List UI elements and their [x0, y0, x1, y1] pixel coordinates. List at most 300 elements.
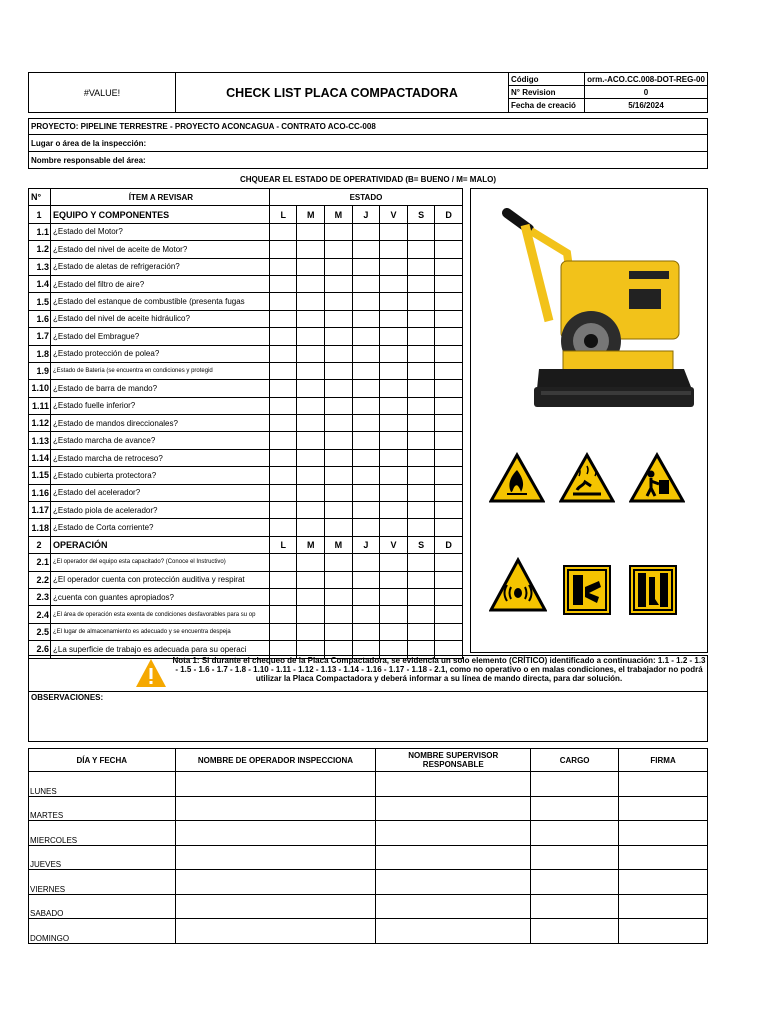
status-cell[interactable]: [380, 467, 408, 484]
status-cell[interactable]: [297, 449, 325, 466]
item-question: ¿Estado fuelle inferior?: [50, 397, 269, 414]
status-cell[interactable]: [269, 362, 297, 379]
checklist-row: [29, 310, 463, 327]
status-cell[interactable]: [435, 467, 463, 484]
status-cell[interactable]: [380, 449, 408, 466]
status-cell[interactable]: [407, 223, 435, 240]
checklist-row: [29, 554, 463, 571]
status-cell[interactable]: [269, 223, 297, 240]
section-row: [29, 206, 463, 223]
firma-cell[interactable]: [619, 772, 708, 797]
note-box: [28, 655, 708, 692]
status-cell[interactable]: [407, 467, 435, 484]
status-cell[interactable]: [352, 432, 380, 449]
supervisor-name-cell[interactable]: [376, 894, 531, 919]
status-cell[interactable]: [297, 275, 325, 292]
operator-name-cell[interactable]: [175, 894, 376, 919]
checklist-row: [29, 449, 463, 466]
status-cell[interactable]: [325, 606, 353, 623]
weekly-day-label: DOMINGO: [29, 919, 176, 944]
status-cell[interactable]: [325, 275, 353, 292]
status-cell[interactable]: [407, 258, 435, 275]
col-estado-header: ESTADO: [269, 189, 462, 206]
item-question: ¿Estado del nivel de aceite hidráulico?: [50, 310, 269, 327]
status-cell[interactable]: [352, 293, 380, 310]
status-cell[interactable]: [435, 554, 463, 571]
item-question: ¿Estado de aletas de refrigeración?: [50, 258, 269, 275]
section-number: 2: [29, 536, 51, 553]
status-cell[interactable]: [352, 415, 380, 432]
status-cell[interactable]: [297, 345, 325, 362]
item-question: ¿Estado de mandos direccionales?: [50, 415, 269, 432]
cargo-cell[interactable]: [531, 919, 619, 944]
status-cell[interactable]: [269, 606, 297, 623]
status-cell[interactable]: [380, 275, 408, 292]
observations-box[interactable]: [28, 691, 708, 742]
item-question: ¿El operador del equipo esta capacitado? (Conoce el Instructivo): [50, 554, 269, 571]
supervisor-name-cell[interactable]: [376, 796, 531, 821]
day-header: J: [352, 536, 380, 553]
operator-name-cell[interactable]: [175, 870, 376, 895]
status-cell[interactable]: [325, 415, 353, 432]
status-cell[interactable]: [380, 380, 408, 397]
status-cell[interactable]: [297, 415, 325, 432]
status-cell[interactable]: [380, 606, 408, 623]
status-cell[interactable]: [325, 258, 353, 275]
weekly-day-label: JUEVES: [29, 845, 176, 870]
status-cell[interactable]: [380, 484, 408, 501]
status-cell[interactable]: [352, 484, 380, 501]
status-cell[interactable]: [269, 415, 297, 432]
weekly-header-day: DÍA Y FECHA: [29, 749, 176, 772]
status-cell[interactable]: [407, 588, 435, 605]
status-cell[interactable]: [352, 223, 380, 240]
weekly-body: [29, 772, 708, 944]
warning-triangle-icon: [135, 658, 167, 688]
status-cell[interactable]: [435, 345, 463, 362]
weekly-day-label: MARTES: [29, 796, 176, 821]
meta-revision-value: 0: [584, 85, 708, 99]
status-cell[interactable]: [325, 241, 353, 258]
firma-cell[interactable]: [619, 845, 708, 870]
status-cell[interactable]: [380, 223, 408, 240]
status-cell[interactable]: [407, 362, 435, 379]
status-cell[interactable]: [380, 519, 408, 536]
status-cell[interactable]: [435, 328, 463, 345]
status-cell[interactable]: [325, 588, 353, 605]
status-cell[interactable]: [325, 467, 353, 484]
supervisor-name-cell[interactable]: [376, 772, 531, 797]
checklist-row: [29, 397, 463, 414]
supervisor-name-cell[interactable]: [376, 845, 531, 870]
status-cell[interactable]: [297, 397, 325, 414]
status-cell[interactable]: [380, 397, 408, 414]
weekly-row: [29, 821, 708, 846]
responsible-field[interactable]: Nombre responsable del área:: [28, 151, 708, 169]
status-cell[interactable]: [380, 293, 408, 310]
status-cell[interactable]: [325, 310, 353, 327]
status-cell[interactable]: [352, 397, 380, 414]
status-cell[interactable]: [325, 554, 353, 571]
status-cell[interactable]: [352, 380, 380, 397]
status-cell[interactable]: [352, 554, 380, 571]
day-header: J: [352, 206, 380, 223]
firma-cell[interactable]: [619, 919, 708, 944]
supervisor-name-cell[interactable]: [376, 919, 531, 944]
status-cell[interactable]: [435, 571, 463, 588]
meta-code-value: orm.-ACO.CC.008-DOT-REG-00: [584, 72, 708, 86]
status-cell[interactable]: [297, 467, 325, 484]
cargo-cell[interactable]: [531, 894, 619, 919]
status-cell[interactable]: [435, 484, 463, 501]
status-cell[interactable]: [269, 588, 297, 605]
firma-cell[interactable]: [619, 870, 708, 895]
status-cell[interactable]: [435, 415, 463, 432]
form-title-text: CHECK LIST PLACA COMPACTADORA: [226, 85, 458, 100]
item-number: 2.5: [29, 623, 51, 640]
header-meta: [508, 72, 708, 113]
status-cell[interactable]: [380, 241, 408, 258]
status-cell[interactable]: [297, 310, 325, 327]
supervisor-name-cell[interactable]: [376, 870, 531, 895]
status-cell[interactable]: [352, 467, 380, 484]
cargo-cell[interactable]: [531, 845, 619, 870]
item-number: 1.4: [29, 275, 51, 292]
day-header: L: [269, 536, 297, 553]
weekly-day-label: SABADO: [29, 894, 176, 919]
status-cell[interactable]: [297, 241, 325, 258]
checklist-row: [29, 293, 463, 310]
supervisor-name-cell[interactable]: [376, 821, 531, 846]
heavy-lifting-warning-icon: [629, 452, 685, 504]
day-header: M: [325, 206, 353, 223]
firma-cell[interactable]: [619, 894, 708, 919]
status-cell[interactable]: [297, 432, 325, 449]
status-cell[interactable]: [407, 241, 435, 258]
checklist-row: [29, 328, 463, 345]
status-cell[interactable]: [269, 623, 297, 640]
status-cell[interactable]: [352, 623, 380, 640]
status-cell[interactable]: [325, 502, 353, 519]
status-cell[interactable]: [269, 519, 297, 536]
status-cell[interactable]: [325, 362, 353, 379]
status-cell[interactable]: [435, 380, 463, 397]
compactor-photo: [479, 191, 704, 423]
checklist-row: [29, 502, 463, 519]
status-cell[interactable]: [380, 310, 408, 327]
cargo-cell[interactable]: [531, 796, 619, 821]
checklist-row: [29, 241, 463, 258]
item-number: 1.7: [29, 328, 51, 345]
item-number: 2.3: [29, 588, 51, 605]
status-cell[interactable]: [407, 345, 435, 362]
status-cell[interactable]: [435, 623, 463, 640]
operator-name-cell[interactable]: [175, 845, 376, 870]
day-header: V: [380, 536, 408, 553]
status-cell[interactable]: [269, 571, 297, 588]
note-text: Nota 1: Si durante el chequeo de la Placa Compactadora, se evidencia un solo elemento (CRÍTICO) identificado a continuación: 1.1 - 1.2 - 1.3 - 1.5 - 1.6 - 1.7 - 1.8 - 1.10 - 1.11 - 1.12 - 1.13 - 1.14 - 1.16 - 1.17 - 1.18 - 2.1, como no operativo o en malas condiciones, el trabajador no podrá utilizar la Placa Compactadora y deberá informar a su línea de mando directa, para dar solución.: [172, 656, 706, 683]
status-cell[interactable]: [407, 449, 435, 466]
status-cell[interactable]: [435, 223, 463, 240]
status-cell[interactable]: [352, 310, 380, 327]
firma-cell[interactable]: [619, 821, 708, 846]
status-cell[interactable]: [352, 449, 380, 466]
item-question: ¿Estado cubierta protectora?: [50, 467, 269, 484]
status-cell[interactable]: [297, 362, 325, 379]
status-cell[interactable]: [297, 519, 325, 536]
status-cell[interactable]: [407, 554, 435, 571]
status-cell[interactable]: [407, 571, 435, 588]
operator-name-cell[interactable]: [175, 821, 376, 846]
weekly-day-label: LUNES: [29, 772, 176, 797]
item-number: 1.13: [29, 432, 51, 449]
meta-revision-label: N° Revision: [508, 85, 585, 99]
item-question: ¿Estado del acelerador?: [50, 484, 269, 501]
status-cell[interactable]: [297, 223, 325, 240]
status-cell[interactable]: [352, 502, 380, 519]
status-cell[interactable]: [297, 554, 325, 571]
status-cell[interactable]: [297, 571, 325, 588]
header-value-cell: [28, 72, 176, 113]
item-number: 1.11: [29, 397, 51, 414]
status-cell[interactable]: [269, 241, 297, 258]
weekly-day-label: VIERNES: [29, 870, 176, 895]
status-cell[interactable]: [407, 397, 435, 414]
status-cell[interactable]: [352, 328, 380, 345]
status-cell[interactable]: [435, 588, 463, 605]
status-cell[interactable]: [407, 293, 435, 310]
checklist-row: [29, 415, 463, 432]
day-header: S: [407, 206, 435, 223]
status-cell[interactable]: [407, 328, 435, 345]
status-cell[interactable]: [435, 310, 463, 327]
weekly-header-cargo: CARGO: [531, 749, 619, 772]
status-cell[interactable]: [407, 606, 435, 623]
meta-date-value: 5/16/2024: [584, 98, 708, 113]
checklist-row: [29, 362, 463, 379]
weekly-row: [29, 870, 708, 895]
status-cell[interactable]: [407, 432, 435, 449]
status-cell[interactable]: [325, 223, 353, 240]
operator-name-cell[interactable]: [175, 772, 376, 797]
status-cell[interactable]: [380, 362, 408, 379]
weekly-header-operator: NOMBRE DE OPERADOR INSPECCIONA: [175, 749, 376, 772]
status-cell[interactable]: [352, 362, 380, 379]
status-cell[interactable]: [380, 623, 408, 640]
status-cell[interactable]: [269, 275, 297, 292]
status-cell[interactable]: [407, 380, 435, 397]
status-cell[interactable]: [297, 484, 325, 501]
status-cell[interactable]: [407, 415, 435, 432]
item-question: ¿La superficie de trabajo es adecuada para su operaci: [50, 641, 269, 658]
status-cell[interactable]: [380, 432, 408, 449]
item-question: ¿Estado piola de acelerador?: [50, 502, 269, 519]
item-number: 1.1: [29, 223, 51, 240]
checklist-row: [29, 432, 463, 449]
instruction-text: CHQUEAR EL ESTADO DE OPERATIVIDAD (B= BUENO / M= MALO): [239, 174, 496, 184]
status-cell[interactable]: [407, 502, 435, 519]
item-number: 1.17: [29, 502, 51, 519]
item-number: 2.4: [29, 606, 51, 623]
section-number: 1: [29, 206, 51, 223]
foot-crush-icon: [629, 565, 677, 615]
status-cell[interactable]: [352, 345, 380, 362]
checklist-row: [29, 623, 463, 640]
status-cell[interactable]: [269, 432, 297, 449]
item-number: 1.18: [29, 519, 51, 536]
checklist-row: [29, 571, 463, 588]
item-question: ¿Estado marcha de retroceso?: [50, 449, 269, 466]
status-cell[interactable]: [297, 606, 325, 623]
status-cell[interactable]: [325, 432, 353, 449]
checklist-row: [29, 484, 463, 501]
cargo-cell[interactable]: [531, 870, 619, 895]
status-cell[interactable]: [297, 258, 325, 275]
status-cell[interactable]: [325, 571, 353, 588]
status-cell[interactable]: [269, 328, 297, 345]
col-item-header: ÍTEM A REVISAR: [50, 189, 269, 206]
status-cell[interactable]: [380, 345, 408, 362]
status-cell[interactable]: [380, 588, 408, 605]
status-cell[interactable]: [435, 241, 463, 258]
item-number: 1.10: [29, 380, 51, 397]
item-question: ¿Estado protección de polea?: [50, 345, 269, 362]
cargo-cell[interactable]: [531, 821, 619, 846]
status-cell[interactable]: [407, 310, 435, 327]
weekly-header-firma: FIRMA: [619, 749, 708, 772]
status-cell[interactable]: [435, 258, 463, 275]
status-cell[interactable]: [435, 397, 463, 414]
status-cell[interactable]: [435, 519, 463, 536]
item-question: ¿Estado del Embrague?: [50, 328, 269, 345]
place-field[interactable]: Lugar o área de la inspección:: [28, 134, 708, 152]
item-number: 2.1: [29, 554, 51, 571]
cargo-cell[interactable]: [531, 772, 619, 797]
weekly-row: [29, 919, 708, 944]
status-cell[interactable]: [325, 397, 353, 414]
weekly-row: [29, 772, 708, 797]
status-cell[interactable]: [435, 275, 463, 292]
meta-date-label: Fecha de creació: [508, 98, 585, 113]
status-cell[interactable]: [380, 502, 408, 519]
day-header: M: [325, 536, 353, 553]
status-cell[interactable]: [435, 606, 463, 623]
status-cell[interactable]: [352, 588, 380, 605]
status-cell[interactable]: [435, 293, 463, 310]
status-cell[interactable]: [269, 449, 297, 466]
checklist-row: [29, 467, 463, 484]
status-cell[interactable]: [297, 588, 325, 605]
status-cell[interactable]: [325, 380, 353, 397]
weekly-day-label: MIERCOLES: [29, 821, 176, 846]
status-cell[interactable]: [380, 328, 408, 345]
item-question: ¿Estado de Corta corriente?: [50, 519, 269, 536]
status-cell[interactable]: [352, 571, 380, 588]
observations-label: OBSERVACIONES:: [31, 693, 104, 702]
status-cell[interactable]: [269, 293, 297, 310]
status-cell[interactable]: [325, 484, 353, 501]
status-cell[interactable]: [325, 345, 353, 362]
weekly-row: [29, 894, 708, 919]
item-question: ¿Estado del Motor?: [50, 223, 269, 240]
status-cell[interactable]: [352, 606, 380, 623]
status-cell[interactable]: [325, 293, 353, 310]
status-cell[interactable]: [435, 432, 463, 449]
status-cell[interactable]: [297, 328, 325, 345]
section-title: EQUIPO Y COMPONENTES: [50, 206, 269, 223]
status-cell[interactable]: [325, 623, 353, 640]
status-cell[interactable]: [269, 397, 297, 414]
header-value-text: #VALUE!: [83, 87, 121, 98]
operator-name-cell[interactable]: [175, 919, 376, 944]
status-cell[interactable]: [352, 275, 380, 292]
status-cell[interactable]: [407, 484, 435, 501]
checklist-table: [28, 188, 463, 659]
checklist-row: [29, 606, 463, 623]
noise-warning-icon: [489, 557, 547, 613]
status-cell[interactable]: [269, 380, 297, 397]
status-cell[interactable]: [325, 328, 353, 345]
status-cell[interactable]: [380, 571, 408, 588]
item-question: ¿Estado marcha de avance?: [50, 432, 269, 449]
status-cell[interactable]: [380, 415, 408, 432]
day-header: M: [297, 206, 325, 223]
status-cell[interactable]: [435, 502, 463, 519]
day-header: D: [435, 536, 463, 553]
status-cell[interactable]: [269, 484, 297, 501]
status-cell[interactable]: [352, 241, 380, 258]
status-cell[interactable]: [297, 623, 325, 640]
item-question: ¿El área de operación esta exenta de condiciones desfavorables para su op: [50, 606, 269, 623]
status-cell[interactable]: [407, 275, 435, 292]
item-number: 1.15: [29, 467, 51, 484]
status-cell[interactable]: [380, 258, 408, 275]
item-number: 1.16: [29, 484, 51, 501]
status-cell[interactable]: [380, 554, 408, 571]
status-cell[interactable]: [325, 449, 353, 466]
item-question: ¿Estado del filtro de aire?: [50, 275, 269, 292]
status-cell[interactable]: [352, 519, 380, 536]
form-title: [175, 72, 509, 113]
hot-surface-warning-icon: [559, 452, 615, 504]
status-cell[interactable]: [325, 519, 353, 536]
item-question: ¿Estado del estanque de combustible (presenta fugas: [50, 293, 269, 310]
status-cell[interactable]: [352, 258, 380, 275]
status-cell[interactable]: [269, 345, 297, 362]
day-header: D: [435, 206, 463, 223]
status-cell[interactable]: [269, 258, 297, 275]
item-question: ¿Estado de Batería (se encuentra en condiciones y protegid: [50, 362, 269, 379]
item-number: 1.5: [29, 293, 51, 310]
status-cell[interactable]: [407, 623, 435, 640]
firma-cell[interactable]: [619, 796, 708, 821]
item-number: 2.6: [29, 641, 51, 658]
item-number: 1.9: [29, 362, 51, 379]
operator-name-cell[interactable]: [175, 796, 376, 821]
status-cell[interactable]: [297, 293, 325, 310]
status-cell[interactable]: [297, 380, 325, 397]
section-title: OPERACIÓN: [50, 536, 269, 553]
status-cell[interactable]: [435, 449, 463, 466]
status-cell[interactable]: [269, 310, 297, 327]
status-cell[interactable]: [297, 502, 325, 519]
item-number: 2.2: [29, 571, 51, 588]
status-cell[interactable]: [407, 519, 435, 536]
status-cell[interactable]: [269, 502, 297, 519]
status-cell[interactable]: [435, 362, 463, 379]
status-cell[interactable]: [269, 554, 297, 571]
status-cell[interactable]: [269, 467, 297, 484]
